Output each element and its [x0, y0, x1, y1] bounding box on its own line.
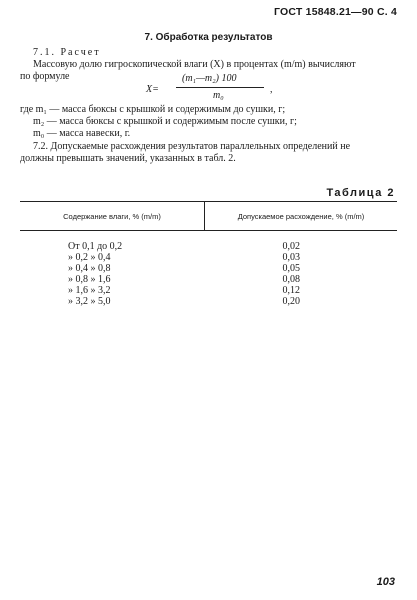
para-7-1-line-1: Массовую долю гигроскопической влаги (X) в процентах (m/m) вычисляют: [33, 59, 356, 70]
table-cell-range: » 0,8 » 1,6: [68, 274, 111, 285]
table-row: [20, 297, 397, 307]
table-header-rule: [20, 230, 397, 231]
table-cell-range: » 3,2 » 5,0: [68, 296, 111, 307]
standard-header: ГОСТ 15848.21—90 С. 4: [274, 6, 397, 18]
para-7-2-line-2: должны превышать значений, указанных в табл. 2.: [20, 153, 236, 164]
para-7-2-line-1: 7.2. Допускаемые расхождения результатов параллельных определений не: [33, 141, 351, 152]
table-cell-tolerance: 0,20: [282, 296, 300, 307]
table-cell-range: » 0,4 » 0,8: [68, 263, 111, 274]
legend-line-1: где m₁ — масса бюксы с крышкой и содержимым до сушки, г;: [20, 104, 286, 115]
formula-denominator: m₀: [213, 90, 224, 101]
table-cell-range: От 0,1 до 0,2: [68, 241, 123, 252]
page-number: 103: [376, 576, 395, 588]
table-cell-range: » 1,6 » 3,2: [68, 285, 111, 296]
table-header-moisture: Содержание влаги, % (m/m): [63, 212, 161, 221]
table-row: [20, 286, 397, 296]
para-7-1-line-2: по формуле: [20, 71, 70, 82]
table-cell-range: » 0,2 » 0,4: [68, 252, 111, 263]
table-cell-tolerance: 0,02: [282, 241, 300, 252]
table-row: [20, 253, 397, 263]
table-row: [20, 275, 397, 285]
formula-lhs: X=: [146, 84, 159, 95]
table-title: Таблица 2: [326, 187, 395, 199]
legend-line-3: m₀ — масса навески, г.: [33, 128, 131, 139]
table-row: [20, 242, 397, 252]
table-row: [20, 264, 397, 274]
table-cell-tolerance: 0,12: [282, 285, 300, 296]
table-cell-tolerance: 0,05: [282, 263, 300, 274]
table-cell-tolerance: 0,08: [282, 274, 300, 285]
formula-numerator: (m₁—m₂) 100: [182, 73, 237, 84]
table-cell-tolerance: 0,03: [282, 252, 300, 263]
formula-trailing: ,: [270, 84, 273, 95]
para-7-1-label: 7.1. Расчет: [33, 47, 101, 58]
table-top-rule: [20, 201, 397, 202]
legend-line-2: m₂ — масса бюксы с крышкой и содержимым после сушки, г;: [33, 116, 297, 127]
table-header-tolerance: Допускаемое расхождение, % (m/m): [237, 212, 365, 221]
fraction-bar: [176, 87, 264, 88]
section-title: 7. Обработка результатов: [144, 32, 273, 43]
